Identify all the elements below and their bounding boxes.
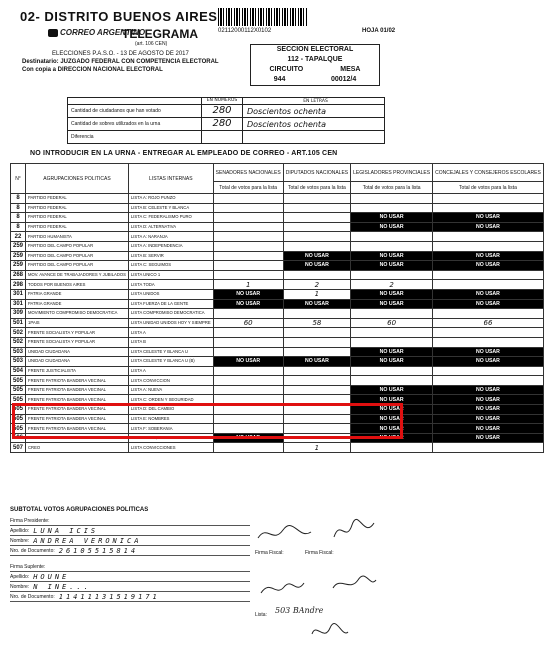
vote-cell[interactable] [213, 251, 283, 261]
vote-cell[interactable] [433, 241, 544, 251]
correo-logo-icon [48, 29, 58, 37]
vote-cell[interactable] [283, 328, 350, 338]
table-row [11, 213, 544, 223]
row-lista: LISTA CONVICCION [128, 376, 213, 386]
row-agrupacion: FRENTE SOCIALISTA Y POPULAR [26, 337, 129, 347]
row-number: 301 [11, 289, 26, 299]
election-line: ELECCIONES P.A.S.O. - 13 DE AGOSTO DE 2017 [52, 51, 189, 57]
signature-scribble-icon [330, 570, 380, 596]
vote-cell[interactable] [283, 347, 350, 357]
vote-cell[interactable] [433, 337, 544, 347]
table-row [11, 289, 544, 299]
table-row [11, 299, 544, 309]
no-usar-cell: NO USAR [433, 424, 544, 434]
row-lista: LISTA B: CELESTE Y BLANCA [128, 203, 213, 213]
no-usar-cell: NO USAR [351, 222, 433, 232]
row-lista: LISTA C: FEDERALISMO PURO [128, 213, 213, 223]
no-usar-cell: NO USAR [433, 261, 544, 271]
vote-cell[interactable] [213, 443, 283, 453]
row-number: 8 [11, 213, 26, 223]
vote-cell[interactable] [283, 203, 350, 213]
vote-cell[interactable] [283, 270, 350, 280]
row-agrupacion: FRENTE PATRIOTA BANDERA VECINAL [26, 405, 129, 415]
vote-cell[interactable] [213, 270, 283, 280]
no-usar-cell: NO USAR [433, 222, 544, 232]
recipient-line: Destinatario: JUZGADO FEDERAL CON COMPETENCIA ELECTORAL [22, 59, 219, 65]
row-lista: LISTA A [128, 328, 213, 338]
row-number: 503 [11, 357, 26, 367]
row-number: 507 [11, 443, 26, 453]
fiscal-lista-label: Lista: [255, 612, 267, 618]
sub-header: Total de votos para la lista [283, 182, 350, 194]
vote-cell[interactable] [283, 366, 350, 376]
row-number: 268 [11, 270, 26, 280]
row-agrupacion: UNE APOSTAR POR TIERRA TECHO Y TRABAJO [26, 433, 129, 443]
no-usar-cell: NO USAR [433, 251, 544, 261]
no-usar-cell: NO USAR [433, 289, 544, 299]
row-lista: LISTA C: ORDEN Y SEGURIDAD [128, 395, 213, 405]
row-agrupacion: PARTIDO FEDERAL [26, 203, 129, 213]
vote-cell[interactable] [213, 241, 283, 251]
row-lista: LISTA CELESTE Y BLANCA U (B) [128, 357, 213, 367]
vote-cell[interactable] [283, 376, 350, 386]
sup-nombre[interactable]: N INE... [33, 582, 91, 591]
col-listas: LISTAS INTERNAS [128, 164, 213, 194]
row-lista: LISTA CELESTE Y BLANCA U [128, 347, 213, 357]
signature-scribble-icon [330, 515, 380, 545]
row-number: 501 [11, 318, 26, 328]
row-number: 309 [11, 309, 26, 319]
presidente-signature-line[interactable] [10, 516, 250, 526]
vote-cell[interactable] [351, 337, 433, 347]
district-title: 02- DISTRITO BUENOS AIRES [20, 9, 218, 24]
section-box [250, 44, 380, 86]
vote-cell[interactable] [351, 366, 433, 376]
row-number: 505 [11, 385, 26, 395]
vote-cell[interactable]: 60 [351, 318, 433, 328]
no-usar-cell: NO USAR [433, 395, 544, 405]
row-agrupacion: MOV. AVANCE DE TRABAJADORES Y JUBILADOS [26, 270, 129, 280]
fiscal-lista-value[interactable]: 503 BAndre [275, 606, 324, 615]
table-row [11, 309, 544, 319]
no-usar-cell: NO USAR [351, 261, 433, 271]
col-legisladores: LEGISLADORES PROVINCIALES [351, 164, 433, 182]
row-agrupacion: PARTIDO HUMANISTA [26, 232, 129, 242]
row-number: 502 [11, 328, 26, 338]
table-row [11, 232, 544, 242]
row-number: 301 [11, 299, 26, 309]
counts-label: Cantidad de ciudadanos que han votado [68, 105, 202, 117]
vote-cell[interactable] [213, 194, 283, 204]
no-usar-cell: NO USAR [433, 347, 544, 357]
table-row [11, 443, 544, 453]
row-agrupacion: FRENTE PATRIOTA BANDERA VECINAL [26, 424, 129, 434]
row-lista: LISTA E: NOMBRES [128, 414, 213, 424]
row-number: 8 [11, 194, 26, 204]
no-usar-cell: NO USAR [351, 213, 433, 223]
pres-nombre[interactable]: ANDREA VERONICA [33, 536, 142, 545]
vote-cell[interactable] [433, 376, 544, 386]
vote-cell[interactable] [433, 309, 544, 319]
row-number: 22 [11, 232, 26, 242]
row-agrupacion: UNIDAD CIUDADANA [26, 347, 129, 357]
vote-cell[interactable] [213, 203, 283, 213]
no-usar-cell: NO USAR [433, 405, 544, 415]
vote-cell[interactable] [213, 309, 283, 319]
nombre-label: Nombre: [10, 537, 30, 544]
counts-label: Diferencia [68, 131, 202, 143]
highlight-box [12, 403, 403, 439]
table-row [11, 203, 544, 213]
row-number: 503 [11, 347, 26, 357]
table-row [11, 194, 544, 204]
vote-cell[interactable] [213, 213, 283, 223]
row-number: 8 [11, 222, 26, 232]
counts-num[interactable] [202, 131, 243, 143]
no-usar-cell: NO USAR [351, 424, 433, 434]
row-number: 505 [11, 395, 26, 405]
no-usar-cell: NO USAR [433, 299, 544, 309]
table-row [11, 251, 544, 261]
vote-cell[interactable] [433, 443, 544, 453]
row-agrupacion: FRENTE PATRIOTA BANDERA VECINAL [26, 395, 129, 405]
sup-documento[interactable]: 11411131519171 [58, 592, 160, 601]
row-lista: LISTA A: NARANJA [128, 232, 213, 242]
row-lista: LISTA F: SOBERANIA [128, 424, 213, 434]
row-lista: LISTA B [128, 337, 213, 347]
row-lista: LISTA D: DEL CAMBIO [128, 405, 213, 415]
row-number: 504 [11, 366, 26, 376]
vote-cell[interactable] [283, 385, 350, 395]
counts-row [68, 117, 384, 130]
table-row [11, 328, 544, 338]
signature-scribble-icon [258, 575, 308, 601]
row-number: 298 [11, 280, 26, 290]
row-agrupacion: FRENTE PATRIOTA BANDERA VECINAL [26, 414, 129, 424]
vote-cell[interactable] [351, 241, 433, 251]
vote-cell[interactable] [433, 194, 544, 204]
row-lista: LISTA A [128, 366, 213, 376]
no-usar-cell: NO USAR [213, 289, 283, 299]
no-usar-cell: NO USAR [351, 289, 433, 299]
row-number: 505 [11, 405, 26, 415]
table-row [11, 347, 544, 357]
row-number: 259 [11, 251, 26, 261]
counts-row [68, 130, 384, 143]
table-row [11, 280, 544, 290]
no-usar-cell: NO USAR [213, 357, 283, 367]
row-number: 505 [11, 424, 26, 434]
sup-apellido[interactable]: HOUNE [33, 572, 70, 581]
vote-cell[interactable]: 1 [283, 443, 350, 453]
no-usar-cell: NO USAR [433, 433, 544, 443]
row-agrupacion: PATRIA GRANDE [26, 299, 129, 309]
counts-label: Cantidad de sobres utilizados en la urna [68, 118, 202, 130]
row-number: 259 [11, 261, 26, 271]
vote-cell[interactable] [351, 309, 433, 319]
vote-cell[interactable] [213, 385, 283, 395]
suplente-label: Firma Suplente: [10, 563, 46, 570]
row-lista: LISTA A: INDEPENDENCIA [128, 241, 213, 251]
vote-cell[interactable] [213, 232, 283, 242]
no-usar-cell: NO USAR [351, 433, 433, 443]
row-agrupacion: FRENTE SOCIALISTA Y POPULAR [26, 328, 129, 338]
vote-cell[interactable]: 1 [283, 289, 350, 299]
row-agrupacion: PATRIA GRANDE [26, 289, 129, 299]
no-usar-cell: NO USAR [351, 299, 433, 309]
vote-cell[interactable] [283, 232, 350, 242]
row-agrupacion: CREO [26, 443, 129, 453]
no-usar-cell: NO USAR [351, 347, 433, 357]
circuito-value: 944 [273, 76, 286, 83]
row-number: 506 [11, 433, 26, 443]
vote-cell[interactable] [433, 366, 544, 376]
vote-cell[interactable] [213, 337, 283, 347]
row-agrupacion: PARTIDO FEDERAL [26, 194, 129, 204]
table-row [11, 318, 544, 328]
row-lista: LISTA CONVICCIONES [128, 443, 213, 453]
page-indicator: HOJA 01/02 [362, 28, 396, 34]
documento-label: Nro. de Documento: [10, 547, 55, 554]
no-usar-cell: NO USAR [351, 385, 433, 395]
row-lista: LIBERACION, UNIDAD Y LUCHA [128, 433, 213, 443]
counts-head-num: EN NUMEROS [202, 98, 243, 104]
row-number: 505 [11, 414, 26, 424]
vote-cell[interactable] [213, 366, 283, 376]
vote-cell[interactable] [283, 222, 350, 232]
vote-cell[interactable] [433, 203, 544, 213]
row-agrupacion: PARTIDO FEDERAL [26, 222, 129, 232]
no-usar-cell: NO USAR [283, 261, 350, 271]
no-usar-cell: NO USAR [283, 299, 350, 309]
col-n: N° [11, 164, 26, 194]
signature-block [10, 516, 250, 602]
row-agrupacion: PARTIDO DEL CAMPO POPULAR [26, 251, 129, 261]
section-label: SECCION ELECTORAL [276, 46, 354, 53]
vote-cell[interactable] [433, 328, 544, 338]
counts-num[interactable]: 280 [202, 105, 243, 117]
table-row [11, 270, 544, 280]
vote-cell[interactable]: 2 [351, 280, 433, 290]
vote-cell[interactable] [283, 337, 350, 347]
documento-label: Nro. de Documento: [10, 593, 55, 600]
vote-cell[interactable] [351, 443, 433, 453]
row-agrupacion: PARTIDO FEDERAL [26, 213, 129, 223]
no-usar-cell: NO USAR [283, 251, 350, 261]
mesa-label: MESA [340, 66, 361, 73]
signature-scribble-icon [308, 620, 353, 644]
vote-cell[interactable]: 60 [213, 318, 283, 328]
counts-head-letters: EN LETRAS [303, 98, 328, 104]
vote-cell[interactable] [213, 328, 283, 338]
nombre-label: Nombre: [10, 583, 30, 590]
no-usar-cell: NO USAR [433, 357, 544, 367]
warning-line: NO INTRODUCIR EN LA URNA - ENTREGAR AL EMPLEADO DE CORREO - ART.105 CEN [30, 150, 338, 157]
counts-box [67, 97, 385, 144]
table-row [11, 261, 544, 271]
sub-header: Total de votos para la lista [213, 182, 283, 194]
vote-cell[interactable] [213, 376, 283, 386]
no-usar-cell: NO USAR [433, 414, 544, 424]
table-row [11, 366, 544, 376]
row-agrupacion: UNIDAD CIUDADANA [26, 357, 129, 367]
vote-cell[interactable] [213, 261, 283, 271]
section-name: 112 - TAPALQUE [287, 56, 343, 63]
telegrama-subtitle: (art. 106 CEN) [135, 41, 168, 47]
row-lista: LISTA FUERZA DE LA GENTE [128, 299, 213, 309]
vote-cell[interactable] [433, 270, 544, 280]
no-usar-cell: NO USAR [351, 405, 433, 415]
row-agrupacion: TODOS POR BUENOS AIRES [26, 280, 129, 290]
row-lista: LISTA COMPROMISO DEMOCRATICA [128, 309, 213, 319]
pres-apellido[interactable]: LUNA ICIS [33, 526, 99, 535]
no-usar-cell: NO USAR [433, 213, 544, 223]
row-lista: LISTA D: ALTERNATIVA [128, 222, 213, 232]
fiscal-label: Firma Fiscal: [255, 550, 284, 556]
row-number: 259 [11, 241, 26, 251]
col-senadores: SENADORES NACIONALES [213, 164, 283, 182]
no-usar-cell: NO USAR [351, 395, 433, 405]
table-row [11, 222, 544, 232]
sub-header: Total de votos para la lista [351, 182, 433, 194]
table-row [11, 337, 544, 347]
row-agrupacion: PARTIDO DEL CAMPO POPULAR [26, 261, 129, 271]
barcode [218, 8, 308, 26]
table-row [11, 376, 544, 386]
row-number: 8 [11, 203, 26, 213]
vote-cell[interactable] [351, 232, 433, 242]
no-usar-cell: NO USAR [213, 299, 283, 309]
row-lista: LISTA UNIDOS [128, 289, 213, 299]
no-usar-cell: NO USAR [433, 385, 544, 395]
row-agrupacion: MOVIMIENTO COMPROMISO DEMOCRATICA [26, 309, 129, 319]
vote-cell[interactable] [351, 270, 433, 280]
col-concejales: CONCEJALES Y CONSEJEROS ESCOLARES [433, 164, 544, 182]
counts-row [68, 104, 384, 117]
vote-cell[interactable] [283, 309, 350, 319]
no-usar-cell: NO USAR [351, 251, 433, 261]
no-usar-cell: NO USAR [283, 357, 350, 367]
vote-cell[interactable]: 66 [433, 318, 544, 328]
row-agrupacion: FRENTE PATRIOTA BANDERA VECINAL [26, 376, 129, 386]
apellido-label: Apellido: [10, 573, 30, 580]
vote-cell[interactable] [283, 241, 350, 251]
table-row [11, 357, 544, 367]
copy-line: Con copia a DIRECCION NACIONAL ELECTORAL [22, 67, 163, 73]
vote-cell[interactable]: 58 [283, 318, 350, 328]
subtotal-label: SUBTOTAL VOTOS AGRUPACIONES POLITICAS [10, 507, 149, 513]
row-lista: LISTA A: NUEVA [128, 385, 213, 395]
col-agrupaciones: AGRUPACIONES POLITICAS [26, 164, 129, 194]
vote-cell[interactable]: 1 [213, 280, 283, 290]
vote-cell[interactable] [351, 203, 433, 213]
row-agrupacion: PARTIDO DEL CAMPO POPULAR [26, 241, 129, 251]
row-lista: LISTA UNIDAD UNIDOS HOY Y SIEMPRE [128, 318, 213, 328]
mesa-value: 00012/4 [330, 76, 357, 83]
counts-num[interactable]: 280 [202, 118, 243, 130]
vote-cell[interactable] [213, 222, 283, 232]
row-agrupacion: FRENTE PATRIOTA BANDERA VECINAL [26, 385, 129, 395]
correo-logo: CORREO ARGENTINO [60, 28, 146, 37]
row-lista: LISTA UNICO 1 [128, 270, 213, 280]
vote-cell[interactable] [433, 232, 544, 242]
row-agrupacion: FRENTE JUSTICIALISTA [26, 366, 129, 376]
counts-letters[interactable]: Doscientos ochenta [247, 106, 326, 116]
vote-cell[interactable] [351, 376, 433, 386]
table-row [11, 385, 544, 395]
row-lista: LISTA TODA [128, 280, 213, 290]
vote-cell[interactable] [433, 280, 544, 290]
row-lista: LISTA C: SEGUIMOS [128, 261, 213, 271]
presidente-label: Firma Presidente: [10, 517, 50, 524]
vote-cell[interactable] [283, 194, 350, 204]
telegrama-title: TELEGRAMA [122, 27, 198, 41]
vote-cell[interactable] [351, 194, 433, 204]
vote-cell[interactable]: 2 [283, 280, 350, 290]
table-row [11, 241, 544, 251]
apellido-label: Apellido: [10, 527, 30, 534]
signature-scribble-icon [255, 518, 315, 548]
circuito-label: CIRCUITO [269, 66, 304, 73]
vote-cell[interactable] [213, 347, 283, 357]
vote-cell[interactable] [283, 213, 350, 223]
row-lista: LISTA A: ROJO PUNZO [128, 194, 213, 204]
row-agrupacion: 1PAIS [26, 318, 129, 328]
counts-letters[interactable]: Doscientos ochenta [247, 119, 326, 129]
no-usar-cell: NO USAR [213, 433, 283, 443]
row-number: 502 [11, 337, 26, 347]
col-diputados: DIPUTADOS NACIONALES [283, 164, 350, 182]
suplente-signature-line[interactable] [10, 562, 250, 572]
row-number: 505 [11, 376, 26, 386]
pres-documento[interactable]: 26105515814 [58, 546, 139, 555]
vote-cell[interactable] [351, 328, 433, 338]
no-usar-cell: NO USAR [351, 357, 433, 367]
sub-header: Total de votos para la lista [433, 182, 544, 194]
barcode-number: 02112000112X0102 [218, 28, 272, 34]
no-usar-cell: NO USAR [351, 414, 433, 424]
fiscal-label-2: Firma Fiscal: [305, 550, 334, 556]
row-lista: LISTA B: SERVIR [128, 251, 213, 261]
